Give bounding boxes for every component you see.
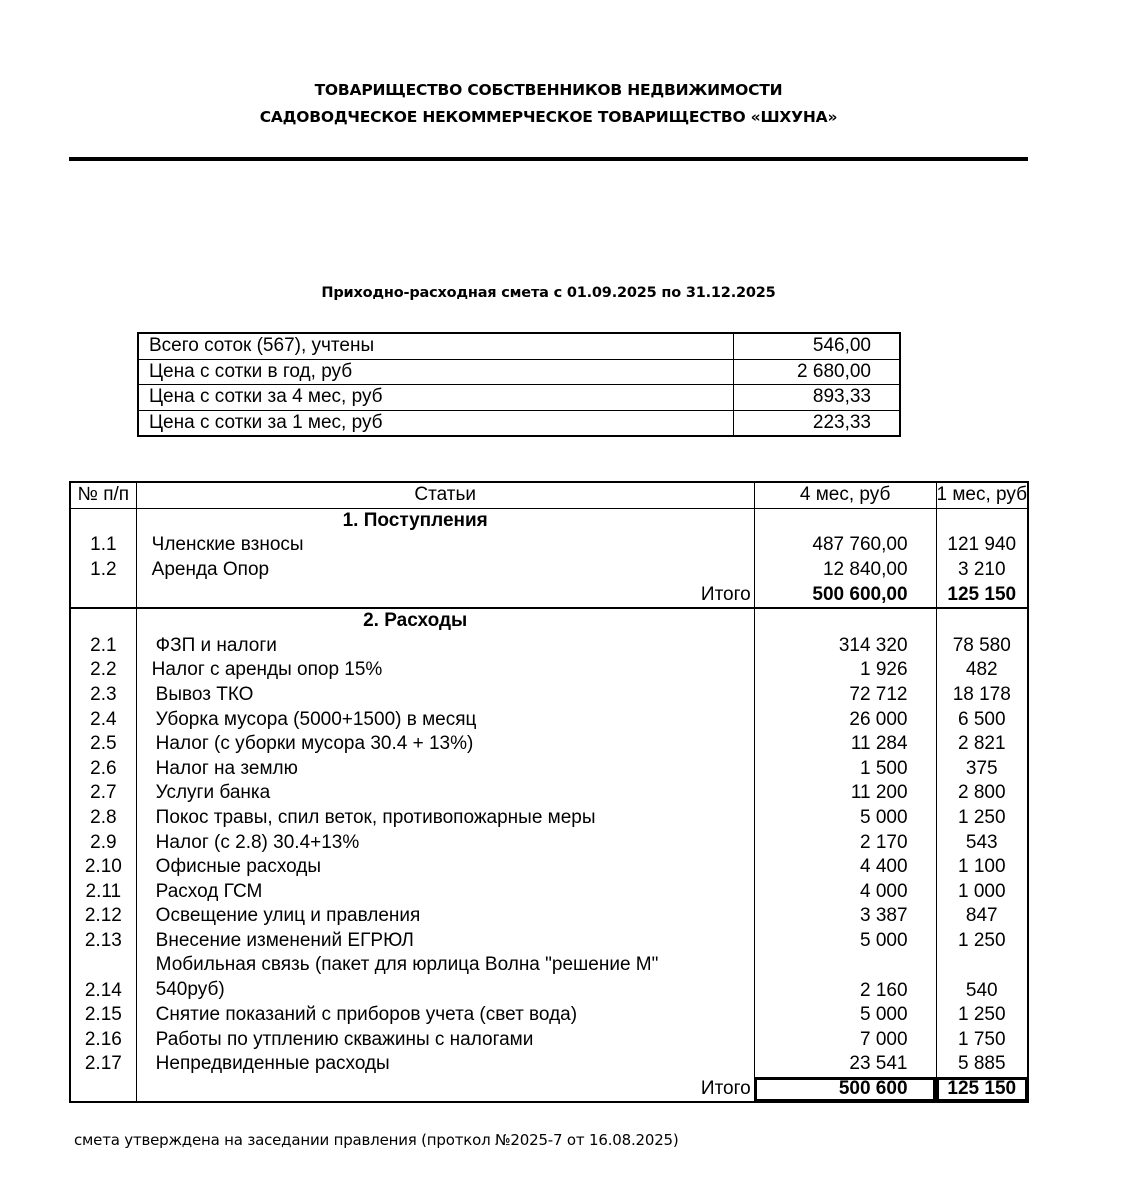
table-row (70, 1052, 1028, 1077)
column-header-num: № п/п (70, 482, 136, 508)
row-four-months: 72 712 (754, 683, 936, 708)
expenses-total-label: Итого (136, 1077, 754, 1103)
approval-note: смета утверждена на заседании правления (проткол №2025-7 от 16.08.2025) (74, 1131, 679, 1149)
row-num: 2.4 (70, 707, 136, 732)
row-one-month: 5 885 (936, 1052, 1028, 1077)
row-one-month: 2 800 (936, 781, 1028, 806)
row-one-month: 540 (936, 953, 1028, 1003)
row-one-month: 78 580 (936, 634, 1028, 659)
row-one-month: 1 100 (936, 855, 1028, 880)
expenses-total-one-month: 125 150 (936, 1077, 1028, 1103)
summary-row (138, 359, 900, 385)
row-item: Внесение изменений ЕГРЮЛ (136, 929, 754, 954)
row-item: Уборка мусора (5000+1500) в месяц (136, 707, 754, 732)
row-item: Налог (с 2.8) 30.4+13% (136, 830, 754, 855)
table-row (70, 1003, 1028, 1028)
row-num: 2.9 (70, 830, 136, 855)
row-item: Вывоз ТКО (136, 683, 754, 708)
summary-value: 893,33 (734, 385, 901, 411)
row-four-months: 314 320 (754, 634, 936, 659)
row-num: 1.2 (70, 558, 136, 583)
row-item: Членские взносы (136, 533, 754, 558)
section-row-income (70, 508, 1028, 533)
row-item: Аренда Опор (136, 558, 754, 583)
row-num: 2.11 (70, 880, 136, 905)
row-item: Услуги банка (136, 781, 754, 806)
section-row-expenses (70, 608, 1028, 634)
row-item: ФЗП и налоги (136, 634, 754, 659)
table-row (70, 781, 1028, 806)
summary-value: 2 680,00 (734, 359, 901, 385)
row-item: Работы по утплению скважины с налогами (136, 1027, 754, 1052)
summary-row (138, 410, 900, 436)
row-num: 2.12 (70, 904, 136, 929)
row-item: Налог на землю (136, 757, 754, 782)
row-num: 2.7 (70, 781, 136, 806)
table-row (70, 880, 1028, 905)
row-num: 2.14 (70, 953, 136, 1003)
row-num: 2.10 (70, 855, 136, 880)
income-total-four-months: 500 600,00 (754, 582, 936, 608)
summary-row (138, 385, 900, 411)
row-num: 2.17 (70, 1052, 136, 1077)
summary-label: Цена с сотки за 4 мес, руб (138, 385, 734, 411)
row-four-months: 11 284 (754, 732, 936, 757)
row-four-months: 12 840,00 (754, 558, 936, 583)
summary-row (138, 333, 900, 359)
expenses-total-four-months: 500 600 (754, 1077, 936, 1103)
income-total-one-month: 125 150 (936, 582, 1028, 608)
row-four-months: 2 170 (754, 830, 936, 855)
table-row (70, 707, 1028, 732)
row-num: 2.15 (70, 1003, 136, 1028)
row-four-months: 5 000 (754, 1003, 936, 1028)
row-one-month: 1 000 (936, 880, 1028, 905)
row-item: Налог (с уборки мусора 30.4 + 13%) (136, 732, 754, 757)
section-title-expenses: 2. Расходы (363, 610, 468, 632)
table-row (70, 558, 1028, 583)
row-one-month: 121 940 (936, 533, 1028, 558)
row-item: Расход ГСМ (136, 880, 754, 905)
table-row (70, 757, 1028, 782)
page-title: Приходно-расходная смета с 01.09.2025 по 31.12.2025 (321, 285, 776, 301)
income-total-row (70, 582, 1028, 608)
row-four-months: 11 200 (754, 781, 936, 806)
row-four-months: 5 000 (754, 929, 936, 954)
row-four-months: 5 000 (754, 806, 936, 831)
table-row (70, 533, 1028, 558)
row-num: 2.6 (70, 757, 136, 782)
table-row (70, 806, 1028, 831)
row-four-months: 3 387 (754, 904, 936, 929)
row-item: Налог с аренды опор 15% (136, 658, 754, 683)
row-one-month: 18 178 (936, 683, 1028, 708)
row-four-months: 2 160 (754, 953, 936, 1003)
row-one-month: 847 (936, 904, 1028, 929)
row-item: Офисные расходы (136, 855, 754, 880)
row-one-month: 1 250 (936, 929, 1028, 954)
table-row (70, 904, 1028, 929)
row-num: 1.1 (70, 533, 136, 558)
row-four-months: 1 926 (754, 658, 936, 683)
table-header-row (70, 482, 1028, 508)
org-name-line-1: ТОВАРИЩЕСТВО СОБСТВЕННИКОВ НЕДВИЖИМОСТИ (314, 81, 783, 99)
budget-table (69, 481, 1029, 1103)
row-one-month: 375 (936, 757, 1028, 782)
summary-table (137, 332, 901, 437)
expenses-total-row (70, 1077, 1028, 1103)
income-total-label: Итого (136, 582, 754, 608)
row-num: 2.8 (70, 806, 136, 831)
row-four-months: 4 000 (754, 880, 936, 905)
row-four-months: 487 760,00 (754, 533, 936, 558)
table-row (70, 683, 1028, 708)
table-row (70, 634, 1028, 659)
column-header-one-month: 1 мес, руб (936, 482, 1028, 508)
table-row (70, 830, 1028, 855)
row-four-months: 26 000 (754, 707, 936, 732)
row-item: Непредвиденные расходы (136, 1052, 754, 1077)
column-header-item: Статьи (136, 482, 754, 508)
section-title-income: 1. Поступления (342, 509, 488, 531)
table-row (70, 658, 1028, 683)
row-one-month: 2 821 (936, 732, 1028, 757)
header-divider (69, 157, 1028, 161)
row-num: 2.2 (70, 658, 136, 683)
row-four-months: 7 000 (754, 1027, 936, 1052)
summary-value: 223,33 (734, 410, 901, 436)
row-four-months: 1 500 (754, 757, 936, 782)
row-num: 2.5 (70, 732, 136, 757)
table-row (70, 953, 1028, 1003)
row-num: 2.1 (70, 634, 136, 659)
row-one-month: 3 210 (936, 558, 1028, 583)
table-row (70, 732, 1028, 757)
row-one-month: 543 (936, 830, 1028, 855)
row-item: Покос травы, спил веток, противопожарные меры (136, 806, 754, 831)
summary-label: Цена с сотки в год, руб (138, 359, 734, 385)
row-one-month: 482 (936, 658, 1028, 683)
row-item: Освещение улиц и правления (136, 904, 754, 929)
row-four-months: 23 541 (754, 1052, 936, 1077)
row-one-month: 1 750 (936, 1027, 1028, 1052)
table-row (70, 855, 1028, 880)
column-header-four-months: 4 мес, руб (754, 482, 936, 508)
row-num: 2.16 (70, 1027, 136, 1052)
table-row (70, 1027, 1028, 1052)
summary-label: Цена с сотки за 1 мес, руб (138, 410, 734, 436)
row-one-month: 6 500 (936, 707, 1028, 732)
row-num: 2.3 (70, 683, 136, 708)
summary-label: Всего соток (567), учтены (138, 333, 734, 359)
table-row (70, 929, 1028, 954)
row-one-month: 1 250 (936, 806, 1028, 831)
row-item: Мобильная связь (пакет для юрлица Волна "решение М" 540руб) (136, 953, 754, 1003)
summary-value: 546,00 (734, 333, 901, 359)
org-name-line-2: САДОВОДЧЕСКОЕ НЕКОММЕРЧЕСКОЕ ТОВАРИЩЕСТВО «ШХУНА» (259, 108, 838, 126)
row-num: 2.13 (70, 929, 136, 954)
row-one-month: 1 250 (936, 1003, 1028, 1028)
row-four-months: 4 400 (754, 855, 936, 880)
row-item: Снятие показаний с приборов учета (свет вода) (136, 1003, 754, 1028)
